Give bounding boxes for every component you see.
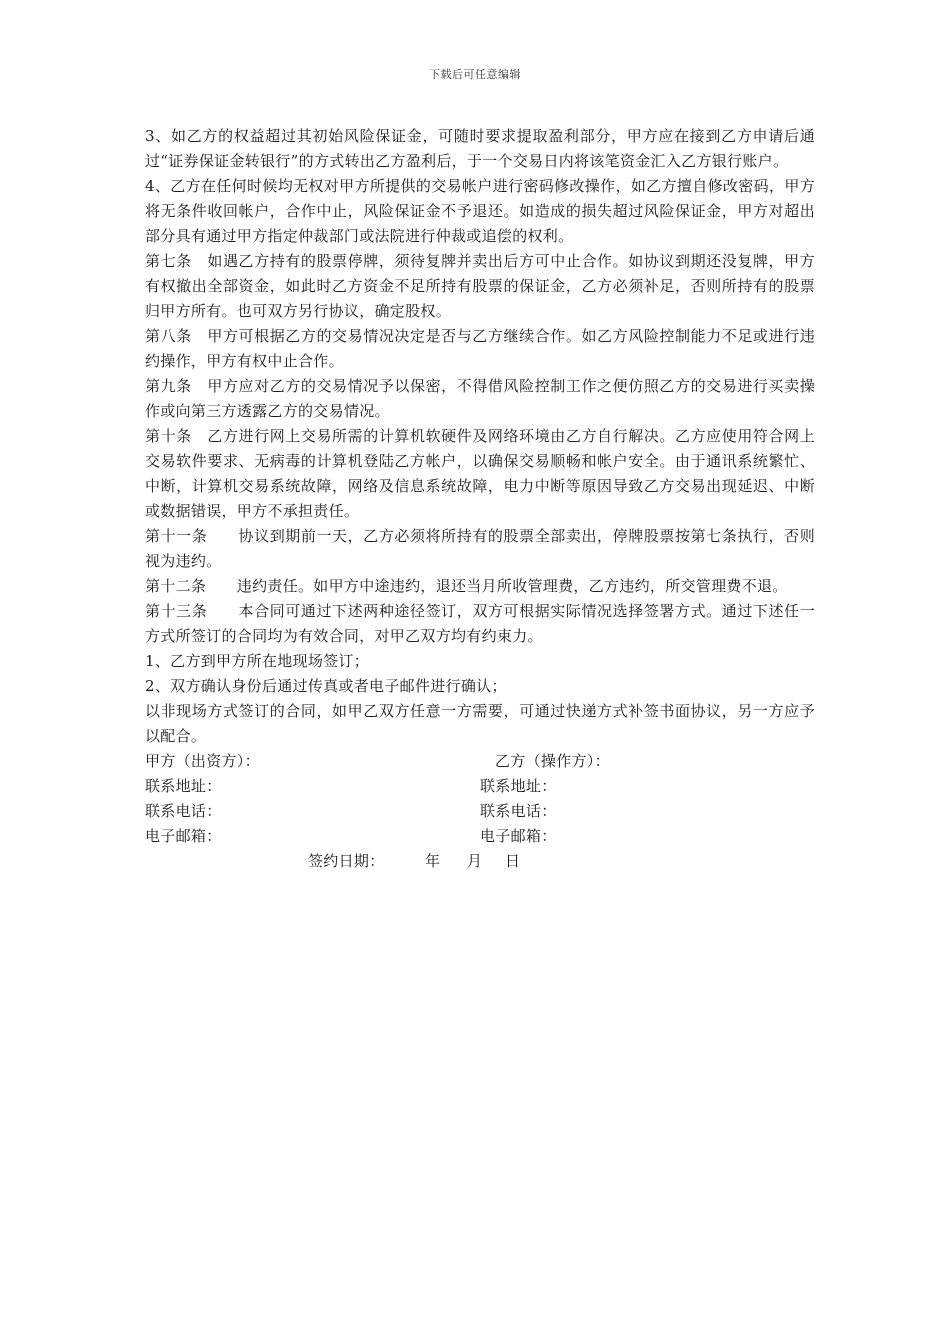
party-a-email-label: 电子邮箱： bbox=[145, 827, 222, 845]
signature-phone-row bbox=[145, 799, 815, 824]
contract-body bbox=[145, 124, 815, 874]
signature-address-row bbox=[145, 774, 815, 799]
sign-date-day: 日 bbox=[505, 852, 521, 870]
sign-date-year: 年 bbox=[425, 852, 441, 870]
clause-paragraph: 4、乙方在任何时候均无权对甲方所提供的交易帐户进行密码修改操作，如乙方擅自修改密码，甲方将无条件收回帐户，合作中止，风险保证金不予退还。如造成的损失超过风险保证金，甲方对超出部分具有通过甲方指定仲裁部门或法院进行仲裁或追偿的权利。 bbox=[145, 177, 815, 245]
clause-paragraph: 第十一条 协议到期前一天，乙方必须将所持有的股票全部卖出，停牌股票按第七条执行，否则视为违约。 bbox=[145, 527, 815, 570]
party-b-email-label: 电子邮箱： bbox=[480, 827, 557, 845]
clause-paragraph: 第八条 甲方可根据乙方的交易情况决定是否与乙方继续合作。如乙方风险控制能力不足或进行违约操作，甲方有权中止合作。 bbox=[145, 327, 815, 370]
clause-paragraph: 以非现场方式签订的合同，如甲乙双方任意一方需要，可通过快递方式补签书面协议，另一方应予以配合。 bbox=[145, 702, 815, 745]
clause-paragraph: 2、双方确认身份后通过传真或者电子邮件进行确认； bbox=[145, 677, 507, 695]
clause-paragraph: 第十三条 本合同可通过下述两种途径签订，双方可根据实际情况选择签署方式。通过下述任一方式所签订的合同均为有效合同，对甲乙双方均有约束力。 bbox=[145, 602, 815, 645]
party-a-phone-label: 联系电话： bbox=[145, 802, 222, 820]
party-b-address-label: 联系地址： bbox=[480, 777, 557, 795]
signature-email-row bbox=[145, 824, 815, 849]
clause-paragraph: 第十条 乙方进行网上交易所需的计算机软硬件及网络环境由乙方自行解决。乙方应使用符合网上交易软件要求、无病毒的计算机登陆乙方帐户，以确保交易顺畅和帐户安全。由于通讯系统繁忙、中断，计算机交易系统故障，网络及信息系统故障，电力中断等原因导致乙方交易出现延迟、中断或数据错误，甲方不承担责任。 bbox=[145, 427, 815, 520]
party-b-phone-label: 联系电话： bbox=[480, 802, 557, 820]
party-b-label: 乙方（操作方）： bbox=[495, 752, 610, 770]
clause-paragraph: 第九条 甲方应对乙方的交易情况予以保密，不得借风险控制工作之便仿照乙方的交易进行买卖操作或向第三方透露乙方的交易情况。 bbox=[145, 377, 815, 420]
sign-date-label: 签约日期： bbox=[308, 852, 385, 870]
header-note: 下载后可任意编辑 bbox=[429, 68, 521, 81]
signature-party-row bbox=[145, 749, 815, 774]
clause-paragraph: 第七条 如遇乙方持有的股票停牌，须待复牌并卖出后方可中止合作。如协议到期还没复牌，甲方有权撤出全部资金，如此时乙方资金不足所持有股票的保证金，乙方必须补足，否则所持有的股票归甲方所有。也可双方另行协议，确定股权。 bbox=[145, 252, 815, 320]
party-a-address-label: 联系地址： bbox=[145, 777, 222, 795]
clause-paragraph: 1、乙方到甲方所在地现场签订； bbox=[145, 652, 370, 670]
party-a-label: 甲方（出资方）： bbox=[145, 752, 260, 770]
sign-date-row bbox=[145, 849, 815, 874]
sign-date-month: 月 bbox=[467, 852, 483, 870]
clause-paragraph: 3、如乙方的权益超过其初始风险保证金，可随时要求提取盈利部分，甲方应在接到乙方申请后通过“证券保证金转银行”的方式转出乙方盈利后，于一个交易日内将该笔资金汇入乙方银行账户。 bbox=[145, 127, 815, 170]
clause-paragraph: 第十二条 违约责任。如甲方中途违约，退还当月所收管理费，乙方违约，所交管理费不退。 bbox=[145, 577, 788, 595]
